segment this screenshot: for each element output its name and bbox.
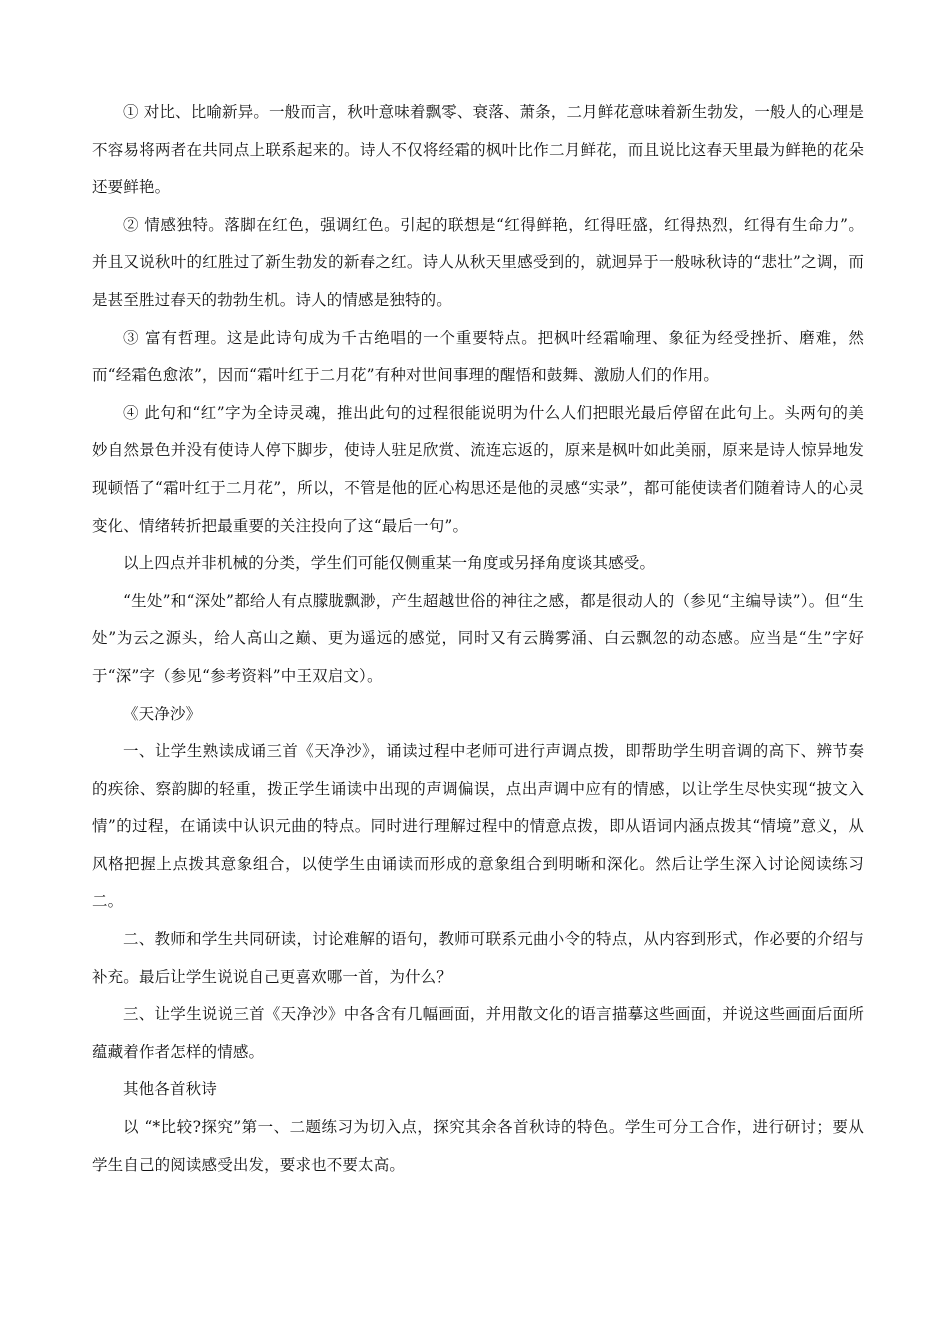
paragraph-step-1: 一、让学生熟读成诵三首《天净沙》，诵读过程中老师可进行声调点拨，即帮助学生明音调的高下、辨节奏的疾徐、察韵脚的轻重，拨正学生诵读中出现的声调偏误，点出声调中应有的情感，以让学生尽快实现“披文入情”的过程，在诵读中认识元曲的特点。同时进行理解过程中的情意点拨，即从语词内涵点拨其“情境”意义，从风格把握上点拨其意象组合，以使学生由诵读而形成的意象组合到明晰和深化。然后让学生深入讨论阅读练习二。 [92, 742, 864, 911]
paragraph-point-2: ② 情感独特。落脚在红色，强调红色。引起的联想是“红得鲜艳，红得旺盛，红得热烈，红得有生命力”。并且又说秋叶的红胜过了新生勃发的新春之红。诗人从秋天里感受到的，就迥异于一般咏秋诗的“悲壮”之调，而是甚至胜过春天的勃勃生机。诗人的情感是独特的。 [92, 215, 864, 309]
paragraph-summary: 以上四点并非机械的分类，学生们可能仅侧重某一角度或另择角度谈其感受。 [123, 554, 656, 573]
document-body [92, 94, 864, 1184]
paragraph-point-1: ① 对比、比喻新异。一般而言，秋叶意味着飘零、衰落、萧条，二月鲜花意味着新生勃发，一般人的心理是不容易将两者在共同点上联系起来的。诗人不仅将经霜的枫叶比作二月鲜花，而且说比这春天里最为鲜艳的花朵还要鲜艳。 [92, 103, 864, 197]
paragraph-step-2: 二、教师和学生共同研读，讨论难解的语句，教师可联系元曲小令的特点，从内容到形式，作必要的介绍与补充。最后让学生说说自己更喜欢哪一首，为什么？ [92, 930, 864, 986]
paragraph-step-3: 三、让学生说说三首《天净沙》中各含有几幅画面，并用散文化的语言描摹这些画面，并说这些画面后面所蕴藏着作者怎样的情感。 [92, 1005, 864, 1061]
paragraph-point-3: ③ 富有哲理。这是此诗句成为千古绝唱的一个重要特点。把枫叶经霜喻理、象征为经受挫折、磨难，然而“经霜色愈浓”，因而“霜叶红于二月花”有种对世间事理的醒悟和鼓舞、激励人们的作用。 [92, 328, 864, 385]
paragraph-point-4: ④ 此句和“红”字为全诗灵魂，推出此句的过程很能说明为什么人们把眼光最后停留在此句上。头两句的美妙自然景色并没有使诗人停下脚步，使诗人驻足欣赏、流连忘返的，原来是枫叶如此美丽，原来是诗人惊异地发现顿悟了“霜叶红于二月花”，所以，不管是他的匠心构思还是他的灵感“实录”，都可能使读者们随着诗人的心灵变化、情绪转折把最重要的关注投向了这“最后一句”。 [92, 403, 864, 535]
section-heading-other-poems: 其他各首秋诗 [123, 1080, 217, 1099]
paragraph-other-poems: 以 “*比较?探究”第一、二题练习为切入点，探究其余各首秋诗的特色。学生可分工合作，进行研讨；要从学生自己的阅读感受出发，要求也不要太高。 [92, 1118, 864, 1174]
section-heading-tianjingsha: 《天净沙》 [123, 704, 202, 723]
paragraph-sheng-shen: “生处”和“深处”都给人有点朦胧飘渺，产生超越世俗的神往之感，都是很动人的（参见“主编导读”）。但“生处”为云之源头，给人高山之巅、更为遥远的感觉，同时又有云腾雾涌、白云飘忽的动态感。应当是“生”字好于“深”字（参见“参考资料”中王双启文）。 [92, 591, 864, 685]
